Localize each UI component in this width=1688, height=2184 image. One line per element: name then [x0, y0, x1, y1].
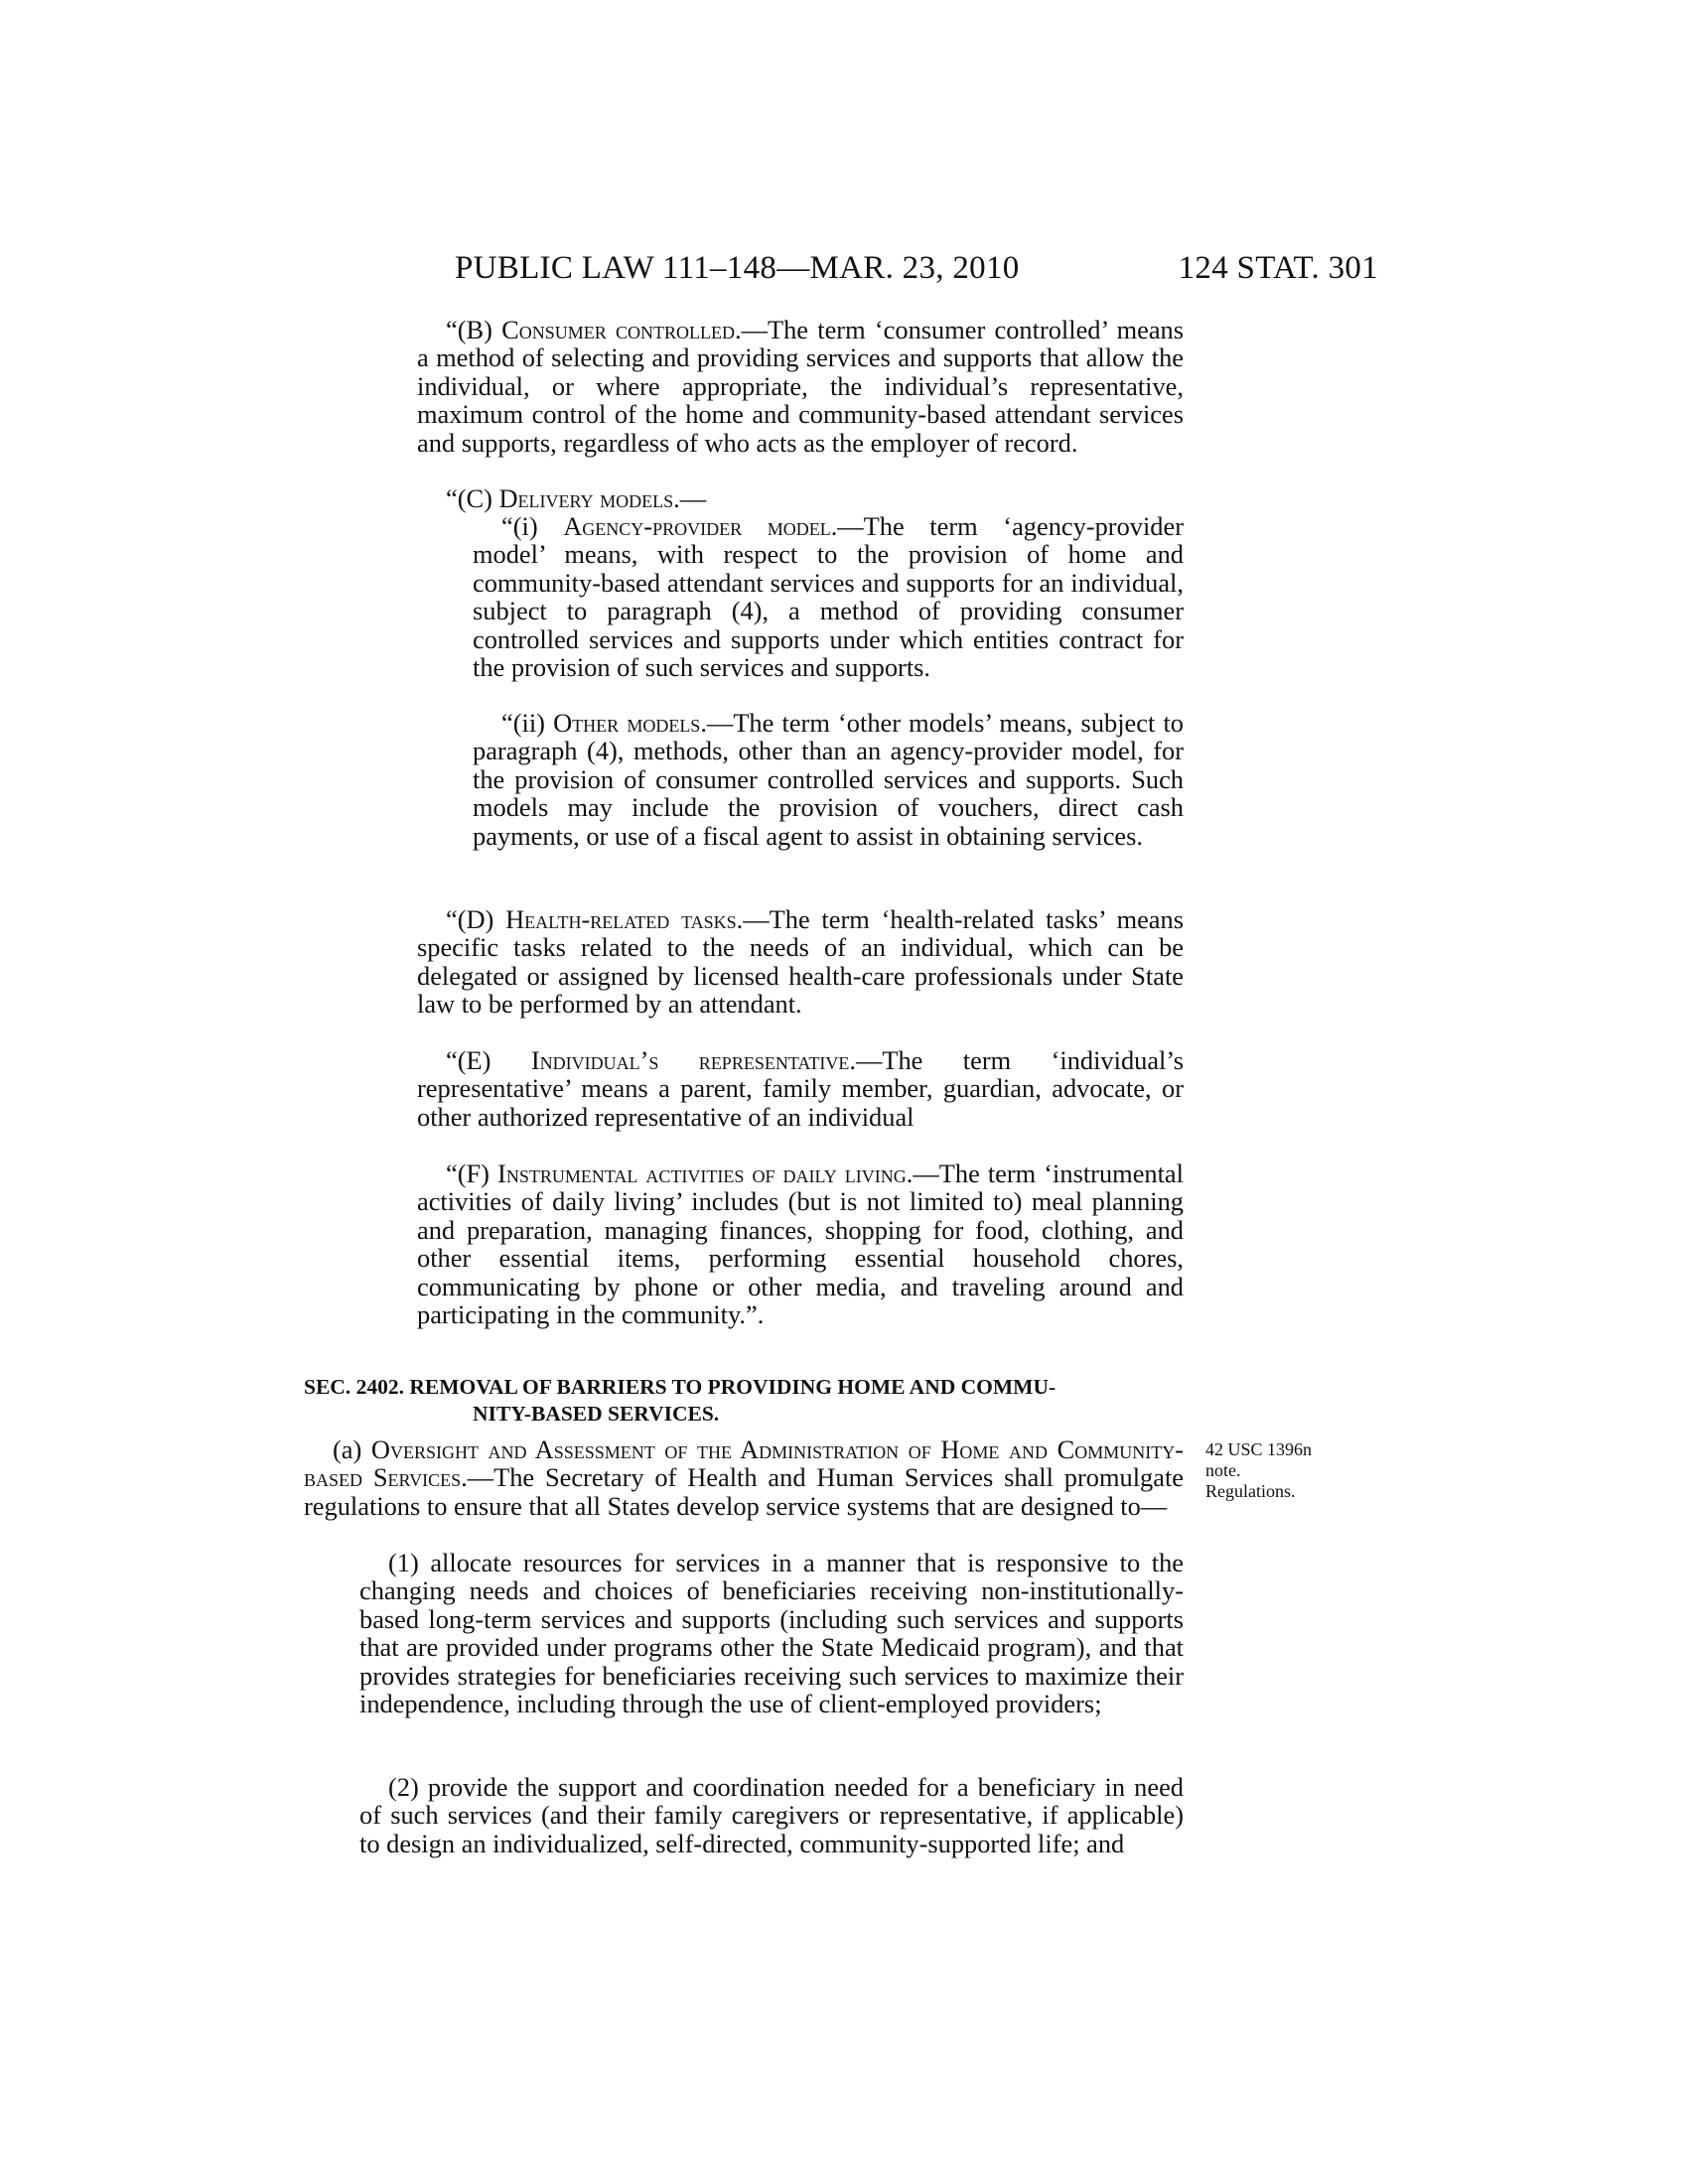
subsection-a: [304, 1435, 1184, 1520]
header-law-citation: PUBLIC LAW 111–148—MAR. 23, 2010: [455, 250, 1020, 286]
margin-note-regulations: Regulations.: [1205, 1481, 1296, 1501]
paragraph-text: .—: [673, 483, 707, 513]
section-heading-line2: NITY-BASED SERVICES.: [473, 1402, 720, 1426]
paragraph-text: .—The term ‘consumer controlled’ means a method of selecting and providing services and supports that allow the individual, or where appropriate, the individual’s representative, maximum control of the home and community-based attendant services and supports, regardless of who acts as the employer of record.: [417, 315, 1184, 458]
item-1: (1) allocate resources for services in a manner that is responsive to the changing needs and choices of beneficiaries receiving non-institutionally-based long-term services and supports (including such services and supports that are provided under programs other the State Medicaid program), and that provides strategies for beneficiaries receiving such services to maximize their independence, including through the use of client-employed providers;: [359, 1548, 1184, 1719]
paragraph-C-ii: [473, 709, 1184, 850]
paragraph-E: [417, 1046, 1184, 1131]
paragraph-label: “(i): [501, 511, 564, 541]
paragraph-heading: Consumer controlled: [501, 315, 735, 344]
paragraph-label: “(E): [446, 1045, 531, 1075]
paragraph-heading: Instrumental activities of daily living: [497, 1159, 907, 1188]
paragraph-label: (a): [333, 1434, 371, 1464]
paragraph-heading: Individual’s representative: [530, 1045, 850, 1075]
paragraph-heading: Other models: [553, 708, 701, 738]
margin-note-citation: 42 USC 1396n: [1205, 1439, 1313, 1459]
paragraph-text: .—The term ‘instrumental activities of daily living’ includes (but is not limited to) meal planning and preparation, managing finances, shopping for food, clothing, and other essential items, performing essential household chores, communicating by phone or other media, and traveling around and participating in the community.”.: [417, 1159, 1184, 1330]
paragraph-label: “(ii): [501, 708, 554, 738]
section-heading: [304, 1374, 1197, 1428]
paragraph-text: .—The term ‘individual’s representative’ means a parent, family member, guardian, advocate, or other authorized representative of an individual: [417, 1045, 1184, 1132]
paragraph-C: [417, 484, 1184, 512]
paragraph-text: .—The term ‘other models’ means, subject to paragraph (4), methods, other than an agency-provider model, for the provision of consumer controlled services and supports. Such models may include the provision of vouchers, direct cash payments, or use of a fiscal agent to assist in obtaining services.: [473, 708, 1184, 851]
paragraph-text: .—The term ‘health-related tasks’ means specific tasks related to the needs of an individual, which can be delegated or assigned by licensed health-care professionals under State law to be performed by an attendant.: [417, 904, 1184, 1020]
paragraph-heading: Agency-provider model: [563, 511, 831, 541]
paragraph-D: [417, 905, 1184, 1019]
paragraph-label: “(B): [446, 315, 502, 344]
item-2: (2) provide the support and coordination needed for a beneficiary in need of such services (and their family caregivers or representative, if applicable) to design an individualized, self-directed, community-supported life; and: [359, 1772, 1184, 1858]
paragraph-text: .—The term ‘agency-provider model’ means, with respect to the provision of home and community-based attendant services and supports for an individual, subject to paragraph (4), a method of providing consumer controlled services and supports under which entities contract for the provision of such services and supports.: [473, 511, 1184, 683]
margin-note-note: note.: [1205, 1460, 1241, 1480]
paragraph-text: .—The Secretary of Health and Human Services shall promulgate regulations to ensure that all States develop service systems that are designed to—: [304, 1462, 1184, 1521]
paragraph-heading: Delivery models: [498, 483, 674, 513]
paragraph-C-i: [473, 512, 1184, 681]
paragraph-heading: Oversight and Assessment of the Administration of Home and Community-based Services: [304, 1434, 1184, 1493]
running-header: [455, 246, 1378, 290]
paragraph-label: “(C): [446, 483, 499, 513]
paragraph-heading: Health-related tasks: [505, 904, 737, 934]
paragraph-label: “(D): [446, 904, 506, 934]
paragraph-B: [417, 316, 1184, 457]
section-heading-line1: SEC. 2402. REMOVAL OF BARRIERS TO PROVIDING HOME AND COMMU-: [304, 1375, 1056, 1399]
paragraph-F: [417, 1160, 1184, 1328]
margin-note: [1205, 1439, 1384, 1502]
paragraph-label: “(F): [446, 1159, 498, 1188]
header-page-number: 124 STAT. 301: [1178, 250, 1378, 286]
